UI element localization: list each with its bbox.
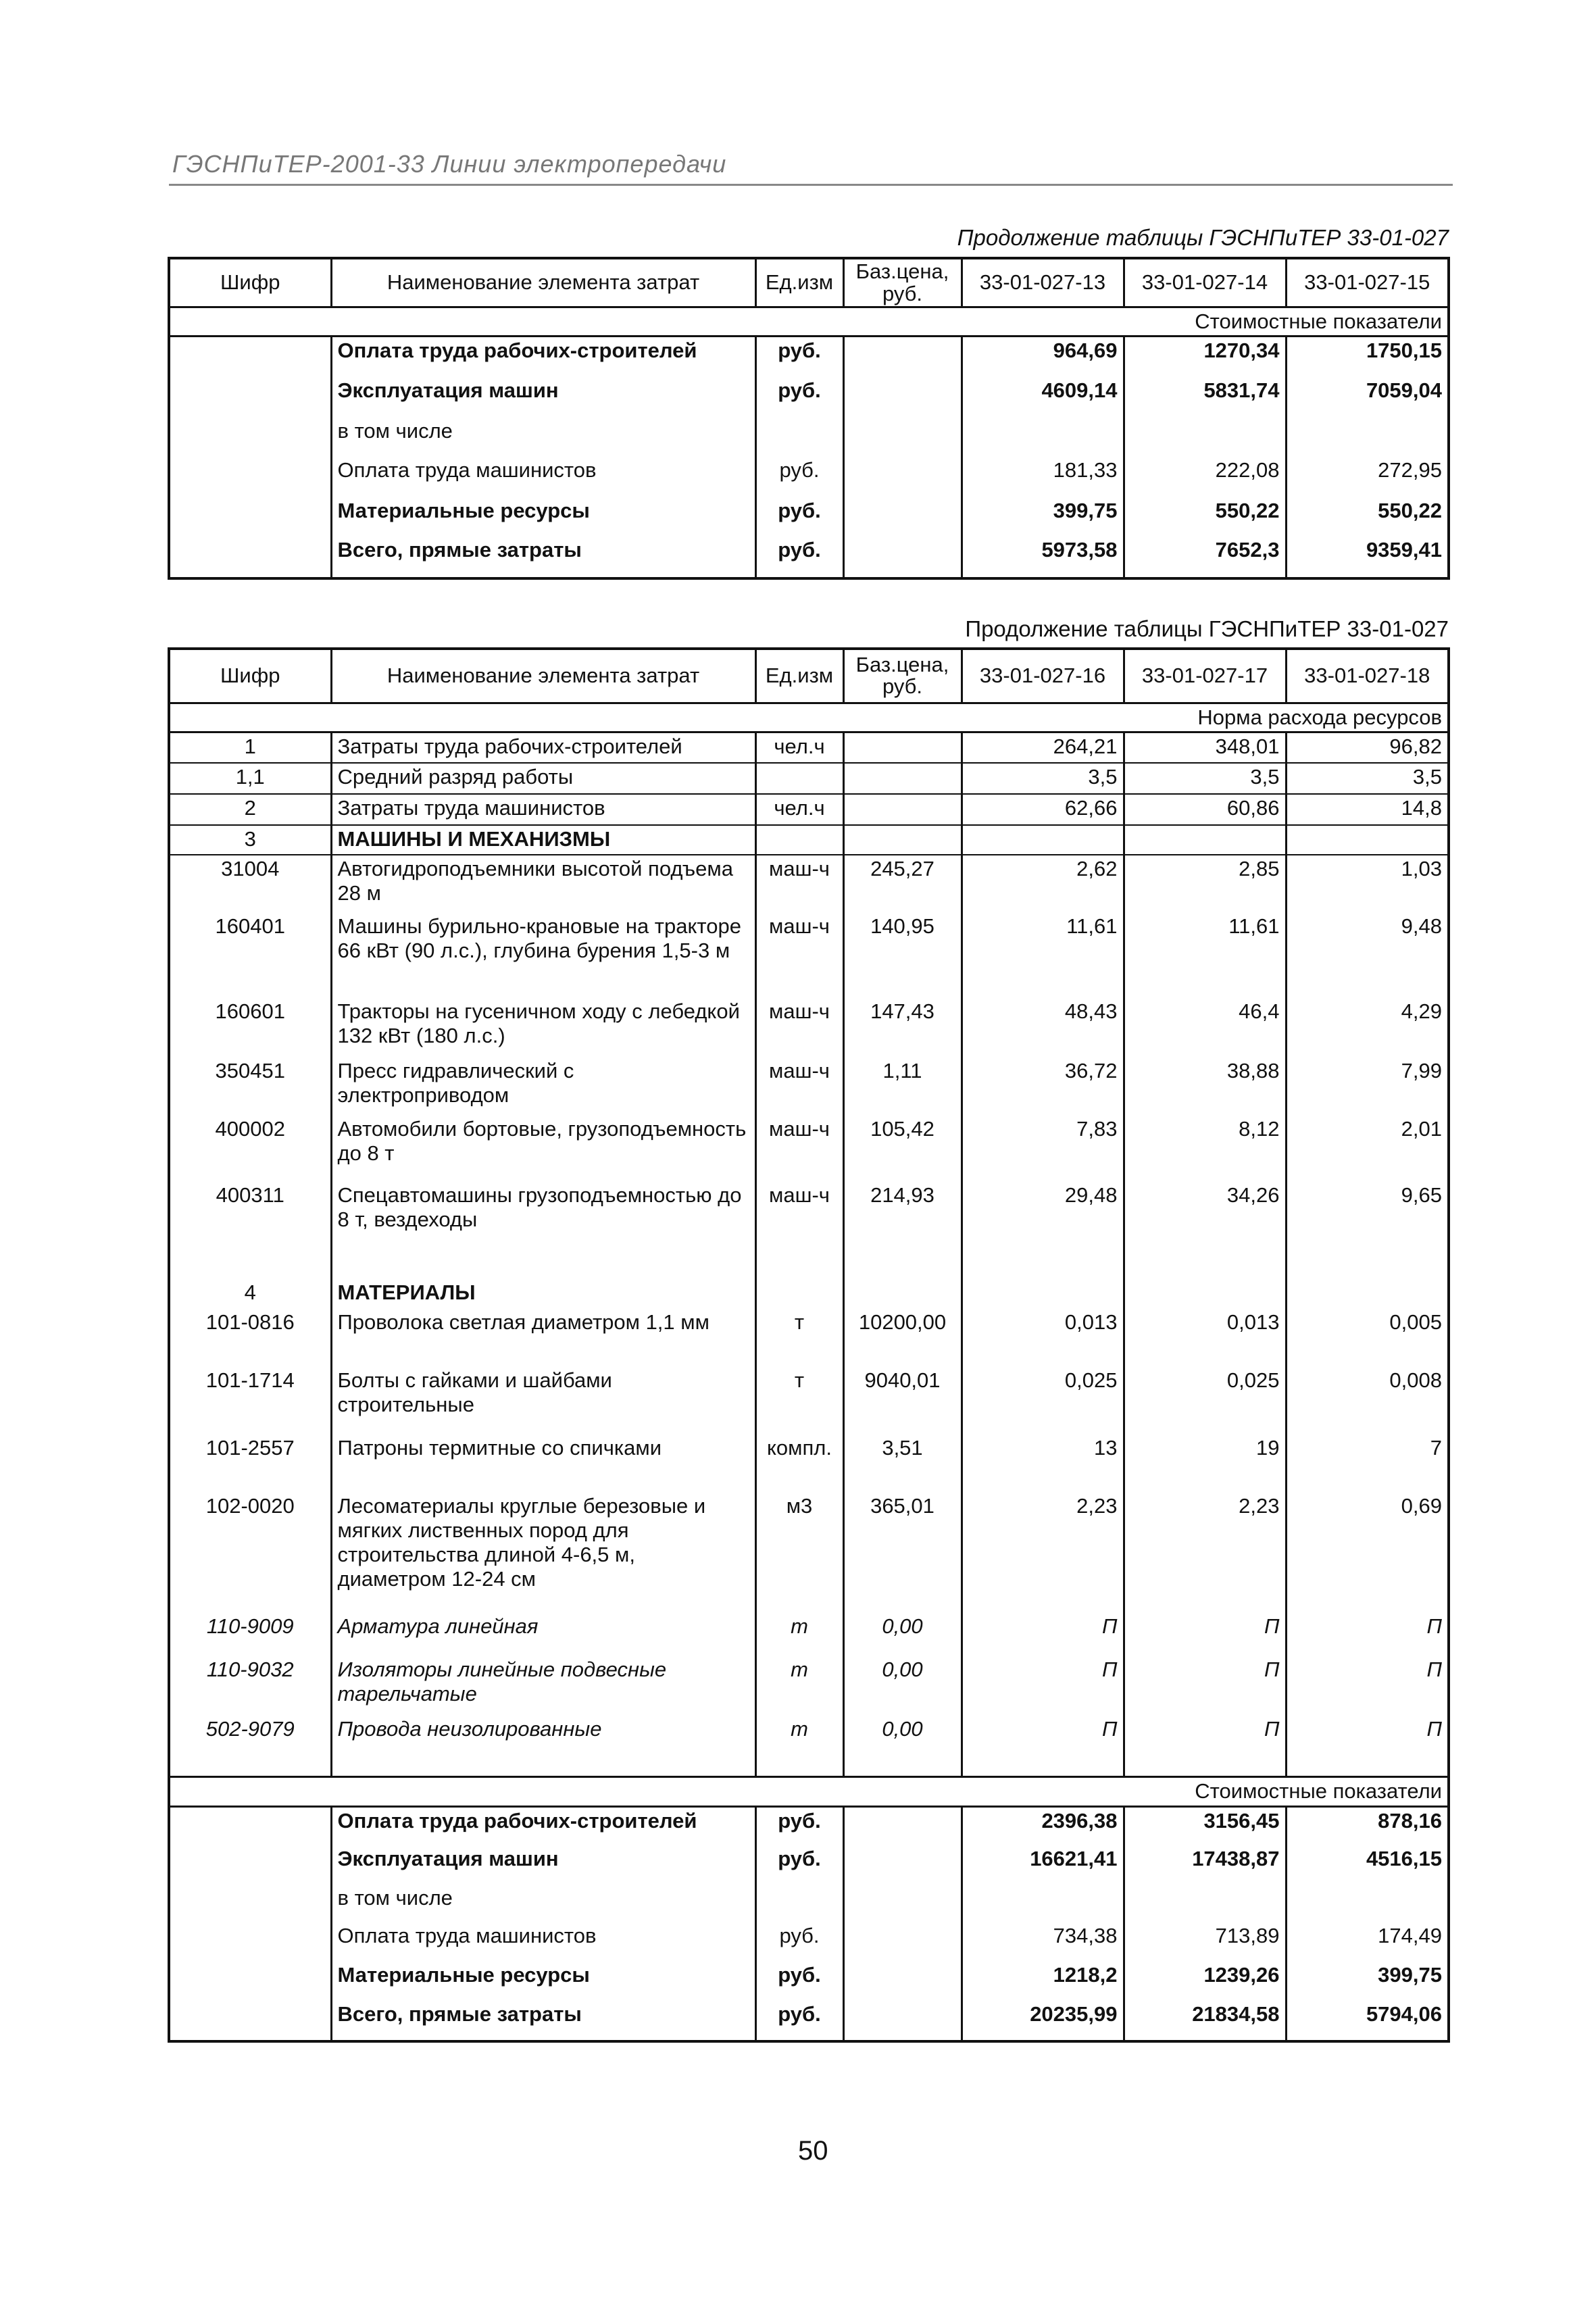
table1-header-row: [169, 258, 1449, 307]
cell-value-16: 11,61: [962, 913, 1124, 998]
table-row: [169, 457, 1449, 497]
cell-value-13: 4609,14: [962, 377, 1124, 418]
col-header-code: Шифр: [169, 649, 331, 703]
cell-value-18: 96,82: [1286, 732, 1449, 763]
table-row: [169, 1613, 1449, 1656]
cost-table-2: [168, 647, 1450, 2043]
cell-code: 3: [169, 825, 331, 855]
cell-value-17: 17438,87: [1124, 1845, 1286, 1885]
cell-unit: м3: [755, 1493, 843, 1613]
section-label: Стоимостные показатели: [169, 1776, 1449, 1806]
cell-unit: m: [755, 1613, 843, 1656]
cell-name: МАТЕРИАЛЫ: [331, 1279, 755, 1309]
cell-value-16: 2396,38: [962, 1806, 1124, 1845]
cell-value-17: 2,23: [1124, 1493, 1286, 1613]
cell-value-17: 21834,58: [1124, 2001, 1286, 2041]
total-row: [169, 1845, 1449, 1885]
cell-code: 110-9009: [169, 1613, 331, 1656]
cell-value-18: 7,99: [1286, 1057, 1449, 1116]
cell-name: МАШИНЫ И МЕХАНИЗМЫ: [331, 825, 755, 855]
table-row: [169, 337, 1449, 377]
cell-value-17: 11,61: [1124, 913, 1286, 998]
cell-price: [843, 1279, 962, 1309]
cell-value-16: [962, 1885, 1124, 1922]
cell-value-18: П: [1286, 1716, 1449, 1776]
cell-value-13: [962, 418, 1124, 457]
cell-value-17: 0,013: [1124, 1309, 1286, 1367]
table-row: [169, 732, 1449, 763]
cell-value-17: [1124, 825, 1286, 855]
cell-value-14: 550,22: [1124, 497, 1286, 537]
cell-price: 214,93: [843, 1182, 962, 1279]
cell-value-16: [962, 825, 1124, 855]
cell-value-16: 3,5: [962, 763, 1124, 794]
table-row: [169, 1279, 1449, 1309]
cell-name: Провода неизолированные: [331, 1716, 755, 1776]
table-row: [169, 1116, 1449, 1182]
cell-name: Эксплуатация машин: [331, 1845, 755, 1885]
cell-code: 160601: [169, 998, 331, 1057]
cell-price: [843, 418, 962, 457]
cell-value-16: 16621,41: [962, 1845, 1124, 1885]
cell-value-18: 2,01: [1286, 1116, 1449, 1182]
cell-unit: руб.: [755, 457, 843, 497]
cell-value-18: 9,65: [1286, 1182, 1449, 1279]
table-row: [169, 825, 1449, 855]
col-header-18: 33-01-027-18: [1286, 649, 1449, 703]
cell-unit: чел.ч: [755, 732, 843, 763]
cell-code: [169, 1922, 331, 1962]
cell-code: 2: [169, 794, 331, 825]
cell-name: в том числе: [331, 418, 755, 457]
cell-name: Материальные ресурсы: [331, 1962, 755, 2001]
cell-name: Материальные ресурсы: [331, 497, 755, 537]
cell-unit: руб.: [755, 1962, 843, 2001]
cell-code: [169, 1806, 331, 1845]
cell-name: в том числе: [331, 1885, 755, 1922]
cell-value-16: П: [962, 1716, 1124, 1776]
col-header-price: Баз.цена, руб.: [843, 649, 962, 703]
table1-section-row: [169, 307, 1449, 337]
cell-price: [843, 377, 962, 418]
cell-name: Всего, прямые затраты: [331, 537, 755, 578]
cell-price: 1,11: [843, 1057, 962, 1116]
cell-price: [843, 1806, 962, 1845]
table-row: [169, 913, 1449, 998]
cell-value-16: 2,23: [962, 1493, 1124, 1613]
section-label: Стоимостные показатели: [169, 307, 1449, 337]
cell-value-17: 34,26: [1124, 1182, 1286, 1279]
table2-section-row: [169, 703, 1449, 732]
table-row: [169, 1435, 1449, 1493]
table-row: [169, 1057, 1449, 1116]
cell-price: [843, 794, 962, 825]
total-row: [169, 1922, 1449, 1962]
total-row: [169, 1962, 1449, 2001]
cell-unit: руб.: [755, 1806, 843, 1845]
cell-value-18: 878,16: [1286, 1806, 1449, 1845]
cell-price: 105,42: [843, 1116, 962, 1182]
cell-unit: т: [755, 1309, 843, 1367]
cell-unit: компл.: [755, 1435, 843, 1493]
cell-code: 400311: [169, 1182, 331, 1279]
cell-unit: [755, 1885, 843, 1922]
cell-price: [843, 1922, 962, 1962]
cell-price: [843, 1845, 962, 1885]
table-row: [169, 1309, 1449, 1367]
table-row: [169, 855, 1449, 913]
cell-name: Проволока светлая диаметром 1,1 мм: [331, 1309, 755, 1367]
cell-name: Пресс гидравлический с электроприводом: [331, 1057, 755, 1116]
cell-price: 0,00: [843, 1613, 962, 1656]
cell-name: Изоляторы линейные подвесные тарельчатые: [331, 1656, 755, 1716]
cell-value-17: П: [1124, 1656, 1286, 1716]
cell-price: 3,51: [843, 1435, 962, 1493]
cell-name: Арматура линейная: [331, 1613, 755, 1656]
cell-value-18: 0,008: [1286, 1367, 1449, 1435]
cell-name: Машины бурильно-крановые на тракторе 66 кВт (90 л.с.), глубина бурения 1,5-3 м: [331, 913, 755, 998]
cell-unit: чел.ч: [755, 794, 843, 825]
cell-value-14: 222,08: [1124, 457, 1286, 497]
col-header-15: 33-01-027-15: [1286, 258, 1449, 307]
cell-value-15: 550,22: [1286, 497, 1449, 537]
cell-code: [169, 1845, 331, 1885]
cell-value-18: 7: [1286, 1435, 1449, 1493]
cell-unit: маш-ч: [755, 1057, 843, 1116]
cell-price: 365,01: [843, 1493, 962, 1613]
cell-price: 0,00: [843, 1656, 962, 1716]
cell-name: Тракторы на гусеничном ходу с лебедкой 132 кВт (180 л.с.): [331, 998, 755, 1057]
cell-value-13: 964,69: [962, 337, 1124, 377]
cell-value-15: 272,95: [1286, 457, 1449, 497]
cell-value-18: 174,49: [1286, 1922, 1449, 1962]
cell-value-18: 0,69: [1286, 1493, 1449, 1613]
cell-value-17: 1239,26: [1124, 1962, 1286, 2001]
cell-value-17: П: [1124, 1613, 1286, 1656]
cell-value-16: 48,43: [962, 998, 1124, 1057]
cell-value-17: [1124, 1279, 1286, 1309]
cell-price: [843, 763, 962, 794]
cell-price: [843, 1885, 962, 1922]
cost-table-1: [168, 257, 1450, 580]
cell-code: 101-2557: [169, 1435, 331, 1493]
table-row: [169, 1656, 1449, 1716]
cell-value-18: [1286, 1885, 1449, 1922]
page-number: 50: [798, 2136, 828, 2166]
cell-value-15: 9359,41: [1286, 537, 1449, 578]
cell-name: Оплата труда рабочих-строителей: [331, 1806, 755, 1845]
cell-price: 10200,00: [843, 1309, 962, 1367]
cell-unit: маш-ч: [755, 1182, 843, 1279]
cell-value-13: 399,75: [962, 497, 1124, 537]
cell-value-16: 13: [962, 1435, 1124, 1493]
cell-price: 0,00: [843, 1716, 962, 1776]
cell-price: 147,43: [843, 998, 962, 1057]
cell-value-18: 3,5: [1286, 763, 1449, 794]
cell-code: 4: [169, 1279, 331, 1309]
cell-unit: маш-ч: [755, 1116, 843, 1182]
table-row: [169, 377, 1449, 418]
cell-name: Оплата труда машинистов: [331, 457, 755, 497]
cell-unit: руб.: [755, 377, 843, 418]
col-header-name: Наименование элемента затрат: [331, 649, 755, 703]
cell-value-14: 1270,34: [1124, 337, 1286, 377]
table-row: [169, 998, 1449, 1057]
cell-code: 102-0020: [169, 1493, 331, 1613]
cell-value-17: 3156,45: [1124, 1806, 1286, 1845]
cell-unit: руб.: [755, 2001, 843, 2041]
cell-code: 1: [169, 732, 331, 763]
cell-unit: руб.: [755, 497, 843, 537]
cell-value-18: 0,005: [1286, 1309, 1449, 1367]
cell-value-17: 8,12: [1124, 1116, 1286, 1182]
cell-value-18: [1286, 825, 1449, 855]
cell-code: 1,1: [169, 763, 331, 794]
cell-value-17: 2,85: [1124, 855, 1286, 913]
cell-value-18: [1286, 1279, 1449, 1309]
cell-code: 101-1714: [169, 1367, 331, 1435]
cell-value-15: 1750,15: [1286, 337, 1449, 377]
cell-value-18: 1,03: [1286, 855, 1449, 913]
cell-value-14: 5831,74: [1124, 377, 1286, 418]
cell-code: 101-0816: [169, 1309, 331, 1367]
cell-code: [169, 1962, 331, 2001]
total-row: [169, 1885, 1449, 1922]
cell-value-17: 713,89: [1124, 1922, 1286, 1962]
cell-name: Эксплуатация машин: [331, 377, 755, 418]
cell-unit: маш-ч: [755, 913, 843, 998]
cell-unit: маш-ч: [755, 998, 843, 1057]
cell-value-16: 1218,2: [962, 1962, 1124, 2001]
col-header-16: 33-01-027-16: [962, 649, 1124, 703]
cell-name: Затраты труда рабочих-строителей: [331, 732, 755, 763]
table-row: [169, 497, 1449, 537]
cell-code: 110-9032: [169, 1656, 331, 1716]
table-row: [169, 1367, 1449, 1435]
cell-code: [169, 1885, 331, 1922]
cell-value-13: 181,33: [962, 457, 1124, 497]
cell-price: [843, 1962, 962, 2001]
col-header-unit: Ед.изм: [755, 258, 843, 307]
cell-code: 31004: [169, 855, 331, 913]
cell-unit: m: [755, 1716, 843, 1776]
cell-unit: [755, 1279, 843, 1309]
cell-value-16: 36,72: [962, 1057, 1124, 1116]
table-row: [169, 418, 1449, 457]
cell-code: [169, 457, 331, 497]
col-header-code: Шифр: [169, 258, 331, 307]
cell-unit: руб.: [755, 337, 843, 377]
table-row: [169, 763, 1449, 794]
col-header-unit: Ед.изм: [755, 649, 843, 703]
cell-value-17: 3,5: [1124, 763, 1286, 794]
cell-value-17: 348,01: [1124, 732, 1286, 763]
cell-unit: m: [755, 1656, 843, 1716]
cell-name: Оплата труда машинистов: [331, 1922, 755, 1962]
cell-name: Лесоматериалы круглые березовые и мягких лиственных пород для строительства длиной 4-6,5 м, диаметром 12-24 см: [331, 1493, 755, 1613]
cell-value-17: П: [1124, 1716, 1286, 1776]
cell-value-17: 46,4: [1124, 998, 1286, 1057]
table1-caption: Продолжение таблицы ГЭСНПиТЕР 33-01-027: [957, 225, 1449, 250]
cell-value-16: П: [962, 1656, 1124, 1716]
cell-code: [169, 418, 331, 457]
cell-value-16: 0,013: [962, 1309, 1124, 1367]
cell-price: [843, 732, 962, 763]
cell-value-17: 38,88: [1124, 1057, 1286, 1116]
cell-unit: т: [755, 1367, 843, 1435]
cell-code: 160401: [169, 913, 331, 998]
cell-unit: руб.: [755, 537, 843, 578]
cell-name: Всего, прямые затраты: [331, 2001, 755, 2041]
cell-value-18: П: [1286, 1656, 1449, 1716]
header-rule: [169, 184, 1453, 186]
cell-value-17: [1124, 1885, 1286, 1922]
section-label: Норма расхода ресурсов: [169, 703, 1449, 732]
total-row: [169, 2001, 1449, 2041]
cell-value-18: 9,48: [1286, 913, 1449, 998]
cell-value-18: 399,75: [1286, 1962, 1449, 2001]
page-header: ГЭСНПиТЕР-2001-33 Линии электропередачи: [172, 150, 727, 178]
table2-header-row: [169, 649, 1449, 703]
col-header-17: 33-01-027-17: [1124, 649, 1286, 703]
table-row: [169, 1493, 1449, 1613]
cell-price: [843, 497, 962, 537]
cell-value-16: 264,21: [962, 732, 1124, 763]
cell-name: Патроны термитные со спичками: [331, 1435, 755, 1493]
cell-price: [843, 2001, 962, 2041]
cell-code: 400002: [169, 1116, 331, 1182]
cell-name: Болты с гайками и шайбами строительные: [331, 1367, 755, 1435]
col-header-14: 33-01-027-14: [1124, 258, 1286, 307]
cell-name: Автогидроподъемники высотой подъема 28 м: [331, 855, 755, 913]
cell-price: [843, 337, 962, 377]
cell-value-14: [1124, 418, 1286, 457]
cell-value-18: 4,29: [1286, 998, 1449, 1057]
cell-value-16: 734,38: [962, 1922, 1124, 1962]
cell-value-16: П: [962, 1613, 1124, 1656]
cell-value-13: 5973,58: [962, 537, 1124, 578]
cell-unit: маш-ч: [755, 855, 843, 913]
cell-price: 245,27: [843, 855, 962, 913]
cell-name: Затраты труда машинистов: [331, 794, 755, 825]
cell-price: 9040,01: [843, 1367, 962, 1435]
cell-value-16: 29,48: [962, 1182, 1124, 1279]
cell-name: Оплата труда рабочих-строителей: [331, 337, 755, 377]
cell-name: Спецавтомашины грузоподъемностью до 8 т, вездеходы: [331, 1182, 755, 1279]
cell-unit: руб.: [755, 1922, 843, 1962]
cell-value-16: [962, 1279, 1124, 1309]
cell-value-18: П: [1286, 1613, 1449, 1656]
cell-unit: [755, 418, 843, 457]
cell-code: 350451: [169, 1057, 331, 1116]
col-header-name: Наименование элемента затрат: [331, 258, 755, 307]
table-row: [169, 1182, 1449, 1279]
cell-unit: [755, 825, 843, 855]
table2-section2-row: [169, 1776, 1449, 1806]
cell-value-17: 19: [1124, 1435, 1286, 1493]
cell-price: [843, 537, 962, 578]
col-header-13: 33-01-027-13: [962, 258, 1124, 307]
cell-code: [169, 537, 331, 578]
cell-price: [843, 457, 962, 497]
cell-price: [843, 825, 962, 855]
cell-value-16: 62,66: [962, 794, 1124, 825]
cell-value-18: 14,8: [1286, 794, 1449, 825]
cell-unit: руб.: [755, 1845, 843, 1885]
cell-value-17: 0,025: [1124, 1367, 1286, 1435]
cell-code: [169, 337, 331, 377]
table-row: [169, 537, 1449, 578]
table-row: [169, 794, 1449, 825]
cell-value-15: 7059,04: [1286, 377, 1449, 418]
cell-value-18: 5794,06: [1286, 2001, 1449, 2041]
cell-code: [169, 497, 331, 537]
cell-code: 502-9079: [169, 1716, 331, 1776]
cell-unit: [755, 763, 843, 794]
total-row: [169, 1806, 1449, 1845]
table2-caption: Продолжение таблицы ГЭСНПиТЕР 33-01-027: [965, 616, 1449, 641]
cell-value-15: [1286, 418, 1449, 457]
cell-value-16: 2,62: [962, 855, 1124, 913]
cell-code: [169, 2001, 331, 2041]
cell-code: [169, 377, 331, 418]
cell-value-16: 7,83: [962, 1116, 1124, 1182]
cell-price: 140,95: [843, 913, 962, 998]
cell-value-17: 60,86: [1124, 794, 1286, 825]
cell-value-16: 0,025: [962, 1367, 1124, 1435]
cell-value-18: 4516,15: [1286, 1845, 1449, 1885]
cell-value-14: 7652,3: [1124, 537, 1286, 578]
table-row: [169, 1716, 1449, 1776]
cell-name: Автомобили бортовые, грузоподъемность до 8 т: [331, 1116, 755, 1182]
cell-name: Средний разряд работы: [331, 763, 755, 794]
cell-value-16: 20235,99: [962, 2001, 1124, 2041]
col-header-price: Баз.цена, руб.: [843, 258, 962, 307]
